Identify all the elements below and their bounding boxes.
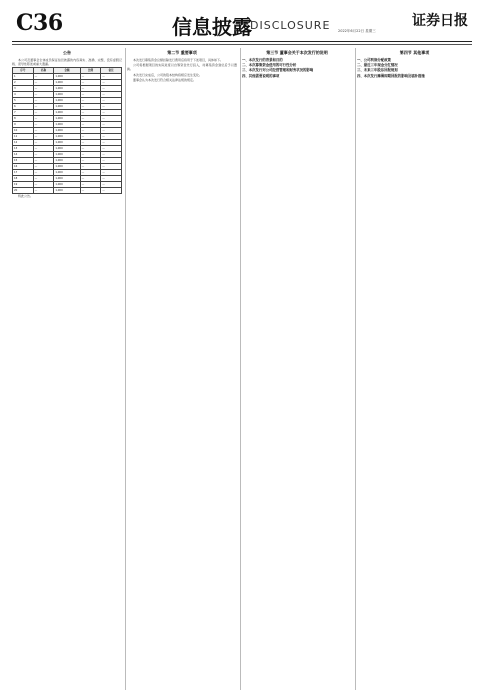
table-cell: 7 — [13, 110, 34, 116]
table-cell: — — [101, 128, 122, 134]
table-cell: — — [33, 146, 54, 152]
column-1 — [12, 48, 122, 690]
table-cell: 4 — [13, 92, 34, 98]
subheading: 一、本次发行的背景和目的 — [242, 58, 283, 62]
table-cell: — — [33, 152, 54, 158]
table-cell: — — [101, 152, 122, 158]
table-cell: — — [80, 86, 101, 92]
table-cell: — — [33, 158, 54, 164]
section-title-en: DISCLOSURE — [250, 19, 331, 32]
subheading: 三、未来三年股东回报规划 — [357, 68, 398, 73]
table-cell: 5 — [13, 98, 34, 104]
table-cell: — — [33, 128, 54, 134]
table-cell: 1,000 — [54, 92, 80, 98]
issue-meta: 2022年6月22日 星期三 — [338, 29, 376, 33]
paragraph: 本次发行募集资金总额扣除发行费用后将用于下述项目，具体如下。 — [133, 58, 224, 62]
table-cell: 17 — [13, 170, 34, 176]
paragraph: 本次发行完成后，公司的股本结构将相应发生变化。 — [133, 72, 203, 77]
table-cell: 1,000 — [54, 128, 80, 134]
newspaper-logo: 证券日报 — [412, 13, 468, 29]
table-cell: 12 — [13, 140, 34, 146]
column-heading: 第二节 重要事项 — [167, 50, 197, 55]
paragraph: 本公司及董事会全体成员保证信息披露的内容真实、准确、完整，没有虚假记载、误导性陈述或重大遗漏。 — [12, 58, 122, 67]
column-2 — [127, 48, 237, 690]
table-cell: — — [33, 134, 54, 140]
table-cell: 3 — [13, 86, 34, 92]
table-cell: 19 — [13, 182, 34, 188]
data-table — [12, 67, 122, 194]
table-cell: — — [101, 86, 122, 92]
table-cell: — — [33, 116, 54, 122]
table-cell: — — [33, 80, 54, 86]
table-cell: 10 — [13, 128, 34, 134]
table-cell: — — [33, 110, 54, 116]
column-2-text — [127, 58, 237, 82]
table-cell: — — [101, 116, 122, 122]
table-cell: 1,000 — [54, 164, 80, 170]
table-cell: — — [80, 170, 101, 176]
table-cell: — — [80, 92, 101, 98]
table-cell: 1,000 — [54, 176, 80, 182]
table-cell: 2 — [13, 80, 34, 86]
table-cell: 1,000 — [54, 98, 80, 104]
table-cell: — — [80, 158, 101, 164]
table-cell: 1,000 — [54, 146, 80, 152]
table-cell: — — [101, 74, 122, 80]
table-cell: 1,000 — [54, 152, 80, 158]
table-cell: — — [101, 92, 122, 98]
table-cell: 1 — [13, 74, 34, 80]
table-cell: — — [80, 182, 101, 188]
table-cell: 1,000 — [54, 188, 80, 194]
table-cell: — — [101, 176, 122, 182]
table-cell: — — [33, 104, 54, 110]
table-cell: — — [101, 122, 122, 128]
column-3 — [242, 48, 352, 690]
column-divider — [240, 48, 241, 690]
table-cell: 13 — [13, 146, 34, 152]
subheading: 一、公司利润分配政策 — [357, 58, 391, 62]
table-cell: 1,000 — [54, 122, 80, 128]
subheading: 四、其他需要说明的事项 — [242, 73, 280, 78]
table-cell: — — [101, 188, 122, 194]
table-cell: — — [33, 182, 54, 188]
column-heading: 第四节 其他事项 — [399, 50, 430, 55]
table-cell: 1,000 — [54, 116, 80, 122]
table-header-cell: 序号 — [13, 68, 34, 74]
table-cell: — — [33, 98, 54, 104]
table-cell: 1,000 — [54, 104, 80, 110]
table-cell: 9 — [13, 122, 34, 128]
table-cell: — — [80, 188, 101, 194]
subheading: 三、本次发行对公司经营管理和财务状况的影响 — [242, 68, 314, 73]
table-row — [13, 188, 122, 194]
column-4-text — [357, 58, 472, 78]
table-cell: — — [101, 98, 122, 104]
table-cell: 15 — [13, 158, 34, 164]
table-cell: — — [33, 188, 54, 194]
table-cell: 1,000 — [54, 140, 80, 146]
table-cell: — — [101, 158, 122, 164]
column-heading: 第三节 董事会关于本次发行的说明 — [266, 50, 328, 55]
column-3-text — [242, 58, 352, 78]
table-cell: — — [80, 152, 101, 158]
table-cell: — — [33, 164, 54, 170]
table-cell: 1,000 — [54, 80, 80, 86]
table-cell: — — [80, 74, 101, 80]
table-cell: — — [101, 134, 122, 140]
table-cell: — — [80, 98, 101, 104]
table-cell: — — [80, 110, 101, 116]
table-header-cell: 备注 — [101, 68, 122, 74]
table-cell: — — [33, 122, 54, 128]
table-cell: — — [101, 104, 122, 110]
table-cell: 6 — [13, 104, 34, 110]
table-cell: — — [80, 122, 101, 128]
table-cell: — — [80, 146, 101, 152]
table-cell: 1,000 — [54, 158, 80, 164]
table-cell: 14 — [13, 152, 34, 158]
table-cell: — — [101, 170, 122, 176]
table-cell: — — [101, 182, 122, 188]
table-cell: — — [101, 110, 122, 116]
table-cell: — — [80, 176, 101, 182]
table-cell: — — [80, 116, 101, 122]
table-header-cell: 名称 — [33, 68, 54, 74]
table-cell: 1,000 — [54, 74, 80, 80]
table-cell: — — [33, 86, 54, 92]
paragraph: 特此公告。 — [18, 194, 34, 199]
subheading: 二、本次募集资金使用的可行性分析 — [242, 63, 297, 68]
table-cell: 8 — [13, 116, 34, 122]
table-cell: 11 — [13, 134, 34, 140]
subheading: 四、本次发行摊薄即期回报的影响及填补措施 — [357, 73, 425, 78]
paragraph: 公司将根据项目的实际进度以自筹资金先行投入，待募集资金到位后予以置换。 — [127, 63, 237, 72]
column-divider — [125, 48, 126, 690]
table-cell: — — [80, 80, 101, 86]
table-cell: 1,000 — [54, 182, 80, 188]
table-cell: 20 — [13, 188, 34, 194]
table-body — [13, 74, 122, 194]
table-cell: — — [80, 104, 101, 110]
table-cell: — — [80, 128, 101, 134]
table-cell: — — [101, 164, 122, 170]
table-cell: 18 — [13, 176, 34, 182]
page-number: C36 — [16, 10, 63, 36]
table-cell: — — [80, 140, 101, 146]
notice-title: 公告 — [63, 50, 71, 55]
column-1-footer — [12, 194, 122, 198]
table-cell: — — [80, 134, 101, 140]
table-cell: 1,000 — [54, 86, 80, 92]
column-divider — [355, 48, 356, 690]
table-cell: — — [33, 170, 54, 176]
column-1-intro — [12, 58, 122, 66]
section-title: 信息披露 — [172, 15, 252, 39]
column-4 — [357, 48, 472, 690]
masthead — [12, 10, 472, 40]
table-cell: — — [33, 74, 54, 80]
table-cell: — — [33, 176, 54, 182]
table-cell: — — [101, 146, 122, 152]
table-cell: 1,000 — [54, 134, 80, 140]
table-cell: 1,000 — [54, 110, 80, 116]
header-rule — [12, 41, 472, 42]
table-cell: — — [80, 164, 101, 170]
table-cell: — — [33, 140, 54, 146]
paragraph: 董事会认为本次发行符合相关法律法规的规定。 — [133, 77, 197, 82]
table-cell: 16 — [13, 164, 34, 170]
subheading: 二、最近三年现金分红情况 — [357, 63, 398, 68]
table-header-cell: 金额 — [54, 68, 80, 74]
table-cell: — — [101, 140, 122, 146]
table-cell: — — [101, 80, 122, 86]
table-header-cell: 比例 — [80, 68, 101, 74]
header-rule-thin — [12, 44, 472, 45]
table-cell: 1,000 — [54, 170, 80, 176]
table-cell: — — [33, 92, 54, 98]
